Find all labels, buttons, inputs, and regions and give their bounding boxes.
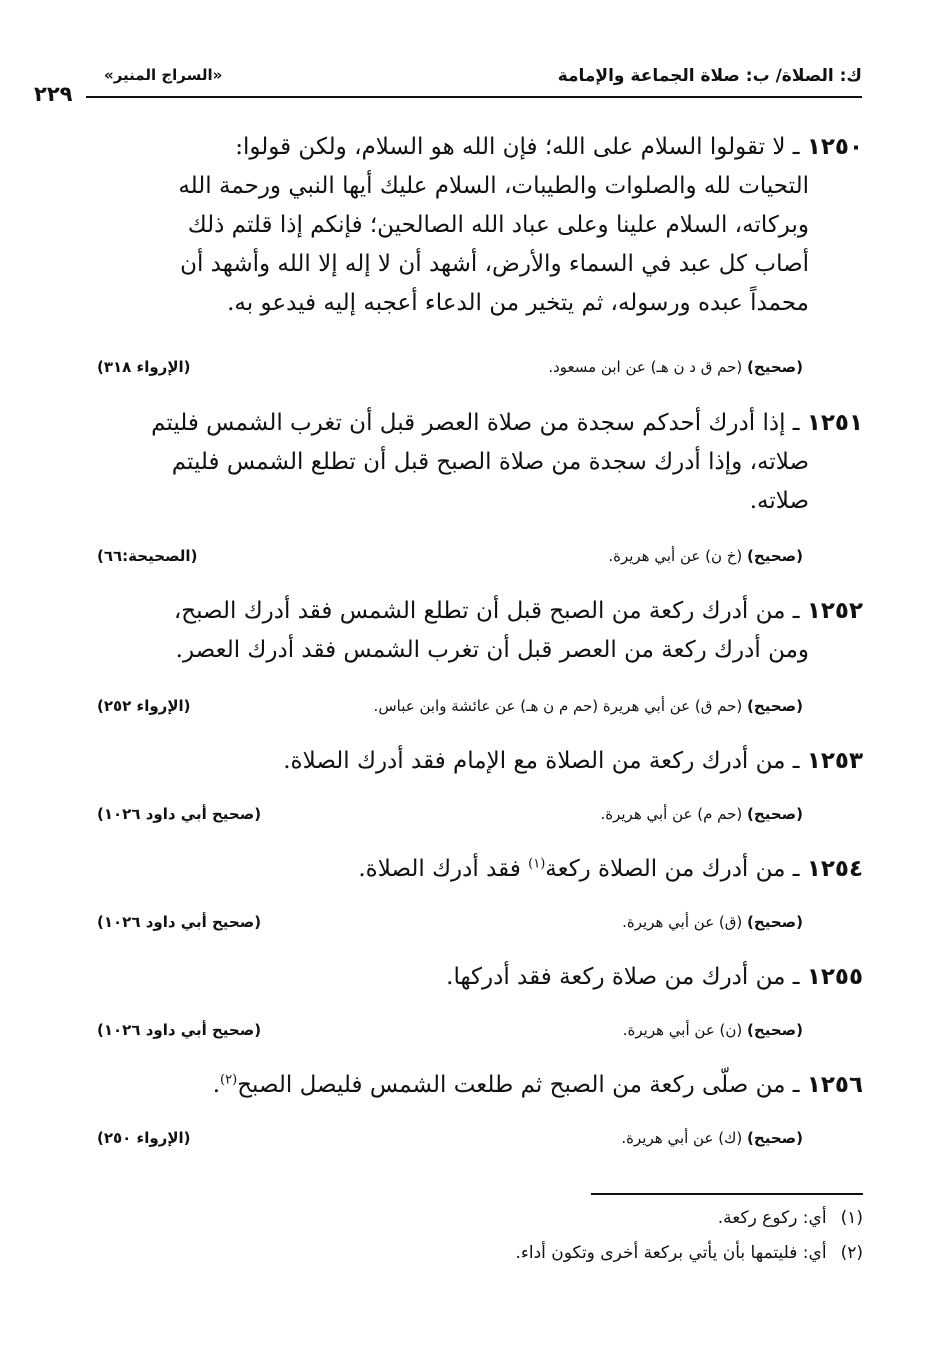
hadith-line: ١٢٥٢ ـ من أدرك ركعة من الصبح قبل أن تطلع الشمس فقد أدرك الصبح، [173, 598, 863, 624]
hadith-1256 [91, 1066, 863, 1105]
hadith-line: صلاته. [749, 488, 809, 514]
hadith-number: ١٢٥٠ [806, 134, 863, 160]
hadith-reference: (الإرواء ٢٥٢) [97, 697, 191, 715]
header-rule [86, 96, 862, 98]
footnote-rule [591, 1193, 863, 1195]
hadith-1253 [91, 742, 863, 781]
footnote-number: (١) [840, 1208, 863, 1228]
hadith-1250 [91, 128, 863, 323]
hadith-number: ١٢٥٥ [806, 964, 863, 990]
hadith-1252 [91, 592, 863, 670]
footnote-mark[interactable]: (٢) [220, 1072, 238, 1088]
grade-row [91, 697, 863, 723]
section-title: ك: الصلاة/ ب: صلاة الجماعة والإمامة [557, 66, 862, 86]
hadith-1254 [91, 850, 863, 889]
hadith-number: ١٢٥١ [806, 410, 863, 436]
grade-label: (صحيح) [747, 358, 803, 376]
hadith-sources: (ن) عن أبي هريرة. [622, 1021, 743, 1039]
footnote-number: (٢) [840, 1243, 863, 1263]
hadith-reference: (صحيح أبي داود ١٠٢٦) [97, 805, 262, 823]
grade-label: (صحيح) [747, 697, 803, 715]
hadith-1255 [91, 958, 863, 997]
hadith-line: وبركاته، السلام علينا وعلى عباد الله الصالحين؛ فإنكم إذا قلتم ذلك [187, 212, 809, 238]
hadith-1251 [91, 404, 863, 521]
hadith-line: ١٢٥١ ـ إذا أدرك أحدكم سجدة من صلاة العصر قبل أن تغرب الشمس فليتم [151, 410, 863, 436]
hadith-reference: (الصحيحة:٦٦) [97, 547, 198, 565]
grade-label: (صحيح) [747, 805, 803, 823]
hadith-sources: (حم ق) عن أبي هريرة (حم م ن هـ) عن عائشة وابن عباس. [373, 697, 743, 715]
grade-row [91, 805, 863, 831]
hadith-reference: (الإرواء ٢٥٠) [97, 1129, 191, 1147]
footnote-text: أي: ركوع ركعة. [717, 1208, 827, 1228]
hadith-sources: (خ ن) عن أبي هريرة. [608, 547, 743, 565]
hadith-line: صلاته، وإذا أدرك سجدة من صلاة الصبح قبل أن تطلع الشمس فليتم [171, 449, 809, 475]
book-title: «السراج المنير» [104, 66, 223, 84]
hadith-line: ١٢٥٤ ـ من أدرك من الصلاة ركعة$^{(١)}$ فقد أدرك الصلاة. [358, 856, 863, 882]
hadith-line: ١٢٥٦ ـ من صلّى ركعة من الصبح ثم طلعت الشمس فليصل الصبح$^{(٢)}$. [212, 1072, 863, 1098]
hadith-line: أصاب كل عبد في السماء والأرض، أشهد أن لا إله إلا الله وأشهد أن [180, 251, 809, 277]
grade-label: (صحيح) [747, 1021, 803, 1039]
hadith-sources: (ق) عن أبي هريرة. [622, 913, 743, 931]
hadith-reference: (صحيح أبي داود ١٠٢٦) [97, 913, 262, 931]
grade-label: (صحيح) [747, 547, 803, 565]
hadith-line: ١٢٥٥ ـ من أدرك من صلاة ركعة فقد أدركها. [446, 964, 863, 990]
hadith-sources: (حم ق د ن هـ) عن ابن مسعود. [548, 358, 743, 376]
hadith-number: ١٢٥٢ [806, 598, 863, 624]
grade-row [91, 1129, 863, 1155]
hadith-number: ١٢٥٤ [806, 856, 863, 882]
hadith-reference: (صحيح أبي داود ١٠٢٦) [97, 1021, 262, 1039]
hadith-sources: (ك) عن أبي هريرة. [621, 1129, 743, 1147]
grade-label: (صحيح) [747, 1129, 803, 1147]
grade-row [91, 1021, 863, 1047]
grade-row [91, 547, 863, 573]
footnote-1 [718, 1208, 863, 1228]
footnote-2 [515, 1243, 863, 1263]
grade-label: (صحيح) [747, 913, 803, 931]
grade-row [91, 358, 863, 384]
hadith-line: التحيات لله والصلوات والطيبات، السلام عليك أيها النبي ورحمة الله [178, 173, 809, 199]
hadith-line: ومن أدرك ركعة من العصر قبل أن تغرب الشمس فقد أدرك العصر. [175, 637, 809, 663]
page-number: ٢٢٩ [34, 82, 73, 106]
footnote-text: أي: فليتمها بأن يأتي بركعة أخرى وتكون أداء. [515, 1243, 827, 1263]
hadith-number: ١٢٥٣ [806, 748, 863, 774]
hadith-line: محمداً عبده ورسوله، ثم يتخير من الدعاء أعجبه إليه فيدعو به. [227, 290, 809, 316]
page-header [34, 62, 862, 106]
hadith-line: ١٢٥٠ ـ لا تقولوا السلام على الله؛ فإن الله هو السلام، ولكن قولوا: [235, 134, 863, 160]
hadith-sources: (حم م) عن أبي هريرة. [600, 805, 743, 823]
hadith-line: ١٢٥٣ ـ من أدرك ركعة من الصلاة مع الإمام فقد أدرك الصلاة. [283, 748, 863, 774]
hadith-reference: (الإرواء ٣١٨) [97, 358, 191, 376]
grade-row [91, 913, 863, 939]
hadith-number: ١٢٥٦ [806, 1072, 863, 1098]
footnote-mark[interactable]: (١) [528, 856, 546, 872]
